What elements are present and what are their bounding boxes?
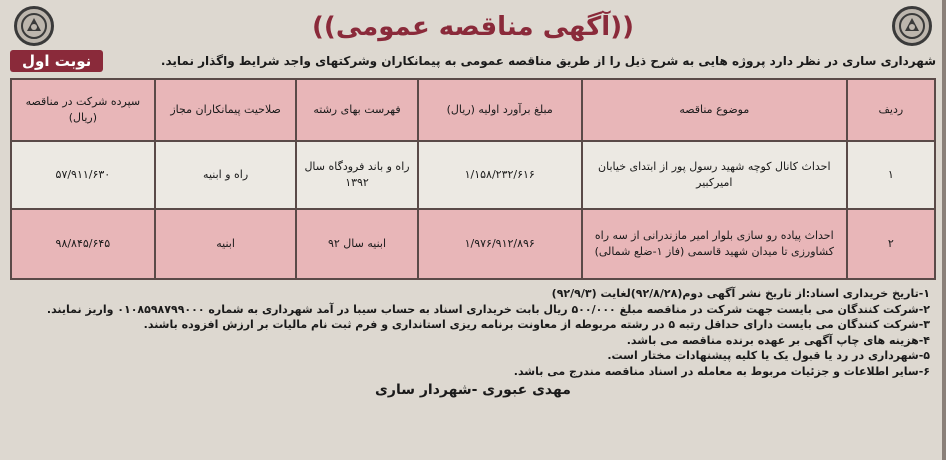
tender-subject: احداث پیاده رو سازی بلوار امیر مازندرانی از سه راه کشاورزی تا میدان شهید قاسمی (فاز ۱-ضلع شمالی) [582, 209, 847, 279]
column-header: موضوع مناقصه [582, 79, 847, 141]
column-header: فهرست بهای رشته [296, 79, 417, 141]
note-item: ۳-شرکت کنندگان می بایست دارای حداقل رتبه ۵ در رشته مربوطه از معاونت برنامه ریزی استانداری و فرم ثبت نام مالیات بر ارزش افزوده باشند. [143, 318, 930, 331]
price-list: ابنیه سال ۹۲ [296, 209, 417, 279]
estimated-amount: ۱/۱۵۸/۲۳۲/۶۱۶ [418, 141, 582, 209]
note-item: ۶-سایر اطلاعات و جزئیات مربوط به معامله در اسناد مناقصه مندرج می باشد. [513, 364, 930, 378]
header [10, 6, 936, 48]
emblem-graphic [897, 11, 927, 41]
table-row [11, 141, 935, 209]
column-header: ردیف [847, 79, 935, 141]
price-list: راه و باند فرودگاه سال ۱۳۹۲ [296, 141, 417, 209]
signature: مهدی عبوری -شهردار ساری [375, 382, 571, 398]
municipality-emblem-icon [892, 6, 932, 46]
row-number: ۲ [847, 209, 935, 279]
deposit-amount: ۵۷/۹۱۱/۶۳۰ [11, 141, 155, 209]
municipality-emblem-icon [14, 6, 54, 46]
column-header: سپرده شرکت در مناقصه (ریال) [11, 79, 155, 141]
column-header: صلاحیت پیمانکاران مجاز [155, 79, 297, 141]
note-item: ۲-شرکت کنندگان می بایست جهت شرکت در مناقصه مبلغ ۵۰۰/۰۰۰ ریال بابت خریداری اسناد به حساب سیبا در آمد شهرداری به شماره ۰۱۰۸۵۹۸۷۹۹۰۰۰ واریز نمایند. [46, 302, 930, 316]
intro-text: شهرداری ساری در نظر دارد پروژه هایی به شرح ذیل را از طریق مناقصه عمومی به پیمانکاران وشرکتهای واجد شرایط واگذار نماید. [160, 54, 936, 68]
tender-table [10, 78, 936, 280]
contractor-qualification: ابنیه [155, 209, 297, 279]
contractor-qualification: راه و ابنیه [155, 141, 297, 209]
round-badge: نوبت اول [10, 50, 103, 72]
page-title: ((آگهی مناقصه عمومی)) [312, 12, 634, 42]
row-number: ۱ [847, 141, 935, 209]
notes-list [10, 286, 936, 379]
note-item: ۱-تاریخ خریداری اسناد:از تاریخ نشر آگهی دوم(۹۲/۸/۲۸)لغایت (۹۲/۹/۳) [551, 287, 930, 300]
tender-subject: احداث کانال کوچه شهید رسول پور از ابتدای خیابان امیرکبیر [582, 141, 847, 209]
table-row [11, 209, 935, 279]
emblem-graphic [19, 11, 49, 41]
estimated-amount: ۱/۹۷۶/۹۱۲/۸۹۶ [418, 209, 582, 279]
table-header-row [11, 79, 935, 141]
intro-row [10, 48, 936, 74]
edge-strip [942, 0, 946, 460]
deposit-amount: ۹۸/۸۴۵/۶۴۵ [11, 209, 155, 279]
column-header: مبلغ برآورد اولیه (ریال) [418, 79, 582, 141]
note-item: ۵-شهرداری در رد یا قبول یک یا کلیه پیشنهادات مختار است. [607, 349, 930, 362]
note-item: ۴-هزینه های چاپ آگهی بر عهده برنده مناقصه می باشد. [626, 333, 930, 347]
